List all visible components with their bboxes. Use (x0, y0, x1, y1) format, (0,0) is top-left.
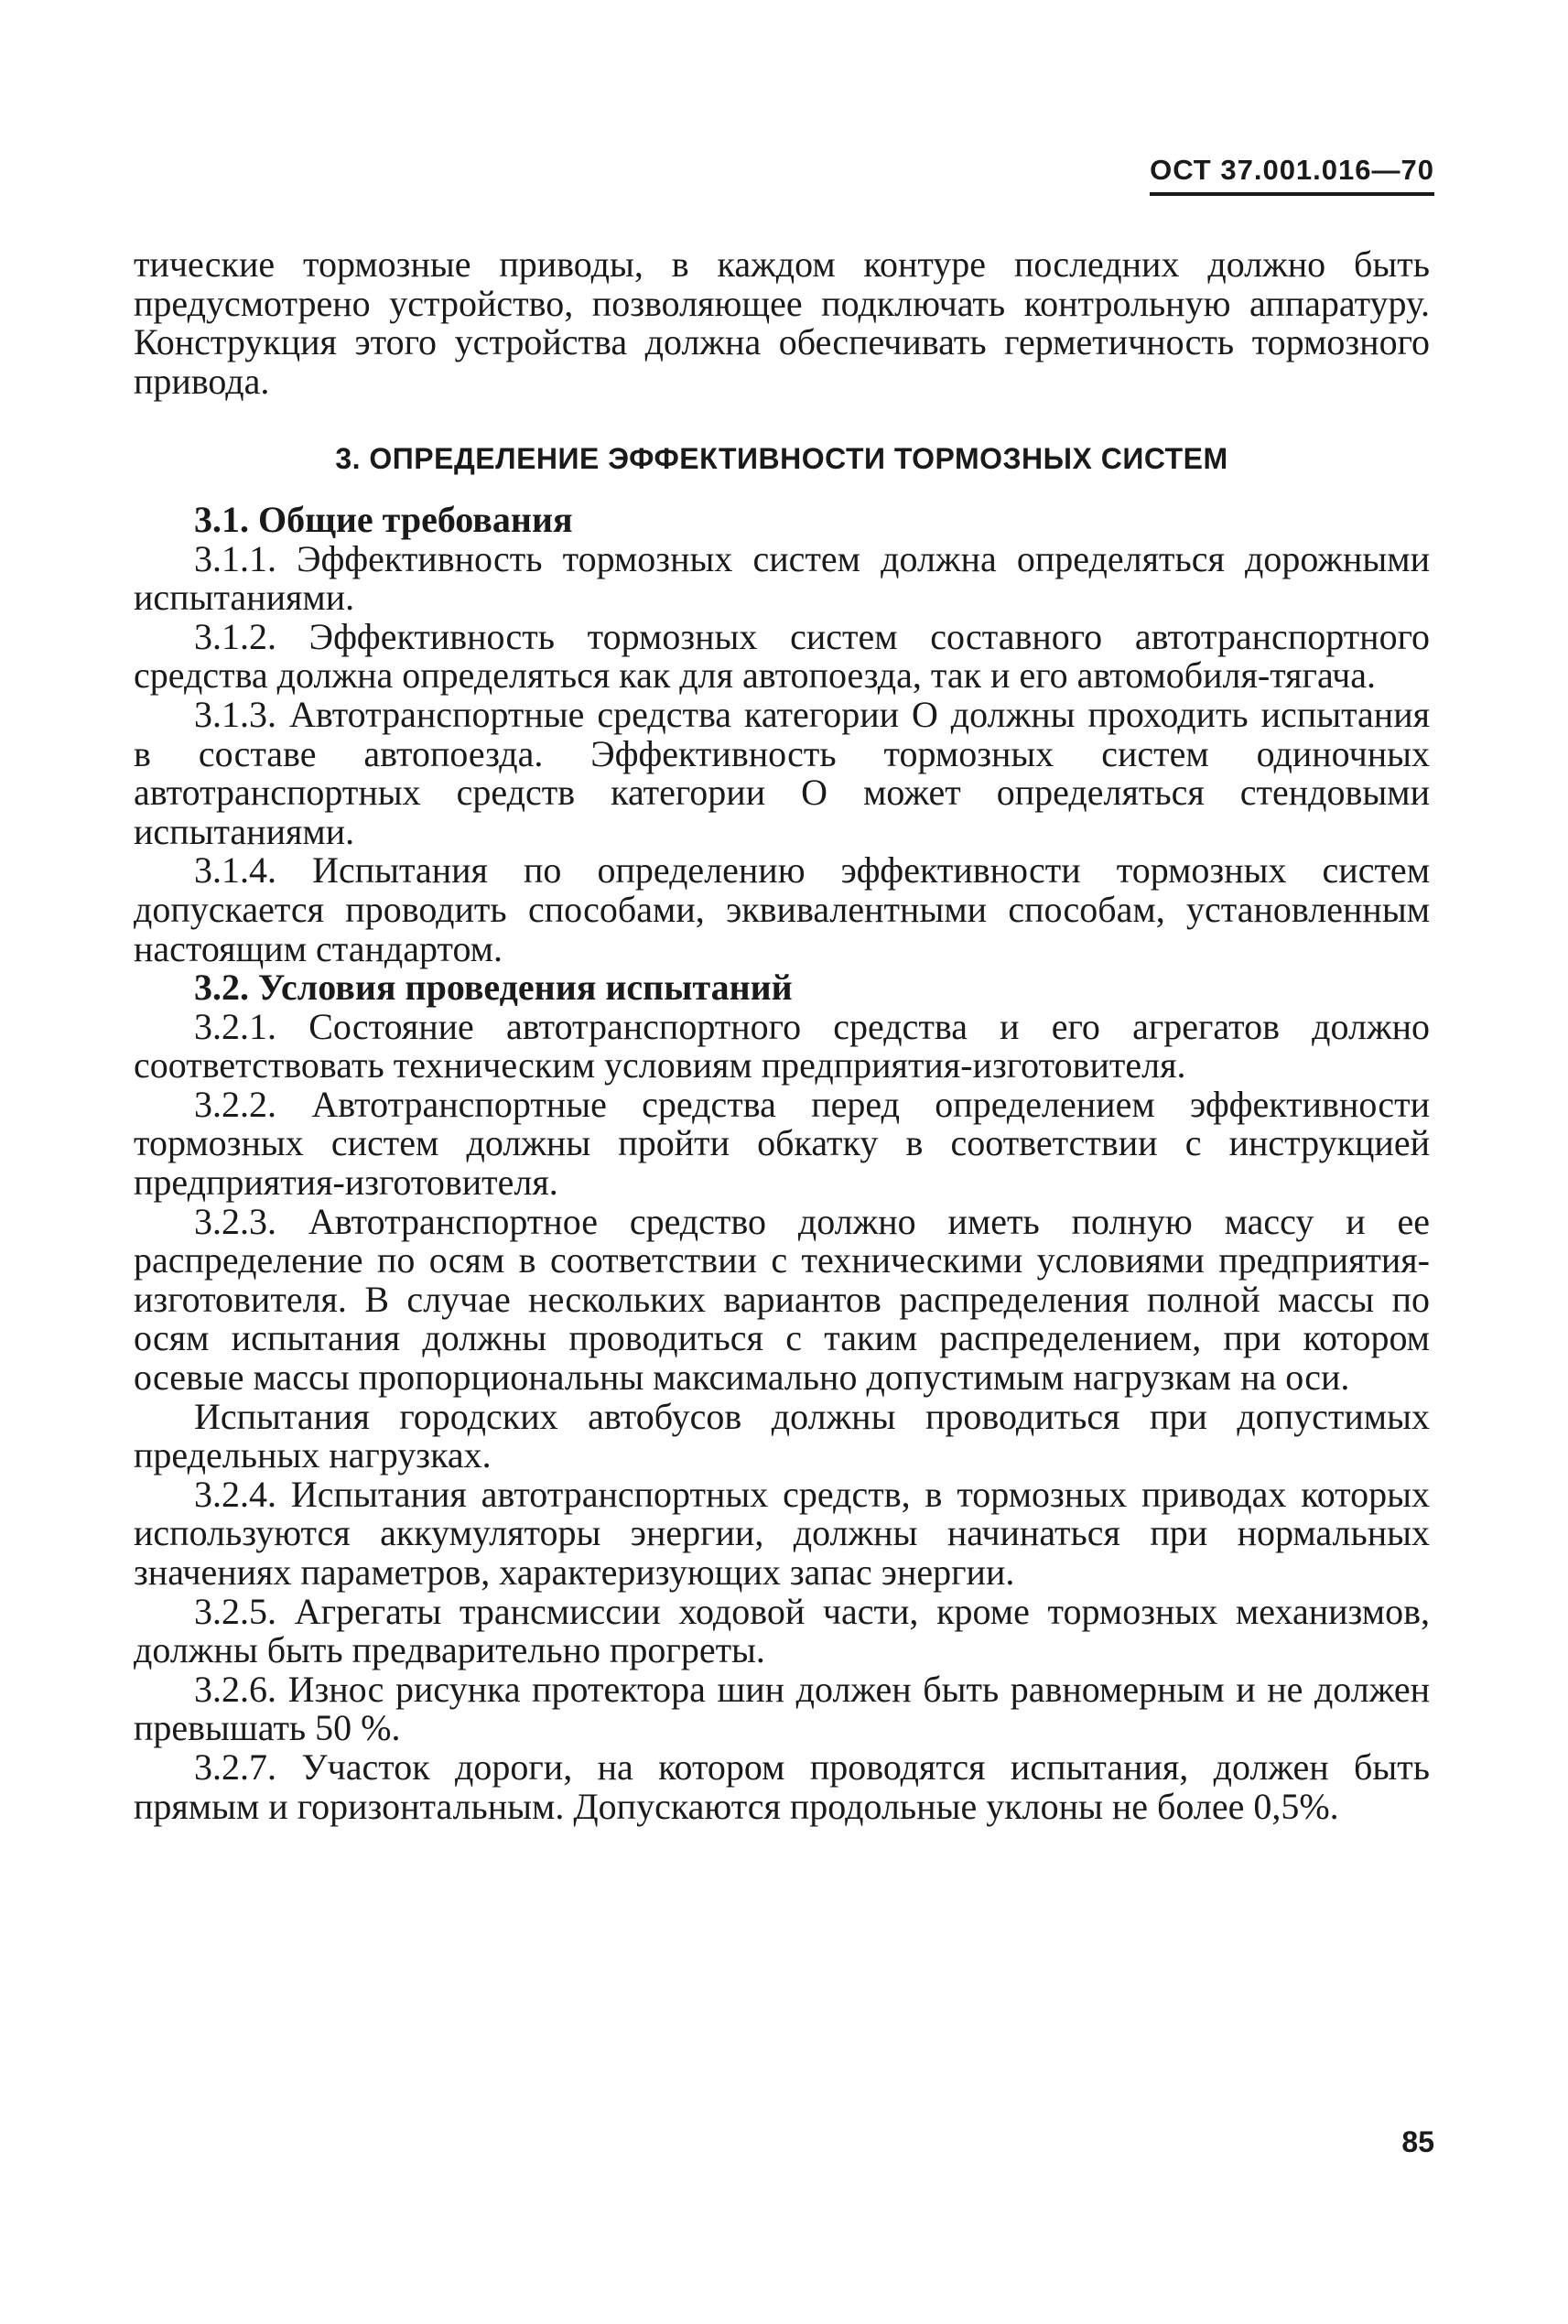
subsection-heading-3-1: 3.1. Общие требования (194, 498, 573, 540)
paragraph-3-1-1: 3.1.1. Эффективность тормозных систем должна определяться дорожными испытаниями. (134, 537, 1430, 619)
paragraph-3-2-4: 3.2.4. Испытания автотранспортных средств, в тормозных приводах которых используются аккумуляторы энергии, должны начинаться при нормальных значениях параметров, характеризующих запас энергии. (134, 1473, 1430, 1593)
paragraph-3-1-4: 3.1.4. Испытания по определению эффективности тормозных систем допускается проводить способами, эквивалентными способам, установленным настоящим стандартом. (134, 849, 1430, 969)
paragraph-3-2-2: 3.2.2. Автотранспортные средства перед определением эффективности тормозных систем должны пройти обкатку в соответствии с инструкцией предприятия-изготовителя. (134, 1083, 1430, 1204)
document-code: ОСТ 37.001.016—70 (1150, 154, 1434, 196)
paragraph-3-1-2: 3.1.2. Эффективность тормозных систем составного автотранспортного средства должна определяться как для автопоезда, так и его автомобиля-тягача. (134, 615, 1430, 697)
paragraph-3-2-3-buses: Испытания городских автобусов должны проводиться при допустимых предельных нагрузках. (134, 1395, 1430, 1476)
intro-paragraph: тические тормозные приводы, в каждом контуре последних должно быть предусмотрено устройство, позволяющее подключать контрольную аппаратуру. Конструкция этого устройства должна обеспечивать герметичность тормозного привода. (134, 243, 1430, 402)
page-number: 85 (1401, 2125, 1434, 2158)
paragraph-3-2-3: 3.2.3. Автотранспортное средство должно иметь полную массу и ее распределение по осям в соответствии с техническими условиями предприятия-изготовителя. В случае нескольких вариантов распределения полной массы по осям испытания должны проводиться с таким распределением, при котором осевые массы пропорциональны максимально допустимым нагрузкам на оси. (134, 1200, 1430, 1399)
section-heading: 3. ОПРЕДЕЛЕНИЕ ЭФФЕКТИВНОСТИ ТОРМОЗНЫХ СИСТЕМ (335, 442, 1228, 476)
paragraph-3-1-3: 3.1.3. Автотранспортные средства категории О должны проходить испытания в составе автопоезда. Эффективность тормозных систем одиночных автотранспортных средств категории О может определяться стендовыми испытаниями. (134, 693, 1430, 852)
paragraph-3-2-6: 3.2.6. Износ рисунка протектора шин должен быть равномерным и не должен превышать 50 %. (134, 1668, 1430, 1749)
subsection-heading-3-2: 3.2. Условия проведения испытаний (194, 967, 793, 1009)
paragraph-3-2-5: 3.2.5. Агрегаты трансмиссии ходовой части, кроме тормозных механизмов, должны быть предварительно прогреты. (134, 1590, 1430, 1671)
paragraph-3-2-7: 3.2.7. Участок дороги, на котором проводятся испытания, должен быть прямым и горизонтальным. Допускаются продольные уклоны не более 0,5%. (134, 1746, 1430, 1827)
paragraph-3-2-1: 3.2.1. Состояние автотранспортного средства и его агрегатов должно соответствовать техническим условиям предприятия-изготовителя. (134, 1005, 1430, 1086)
document-body (134, 245, 1430, 1826)
